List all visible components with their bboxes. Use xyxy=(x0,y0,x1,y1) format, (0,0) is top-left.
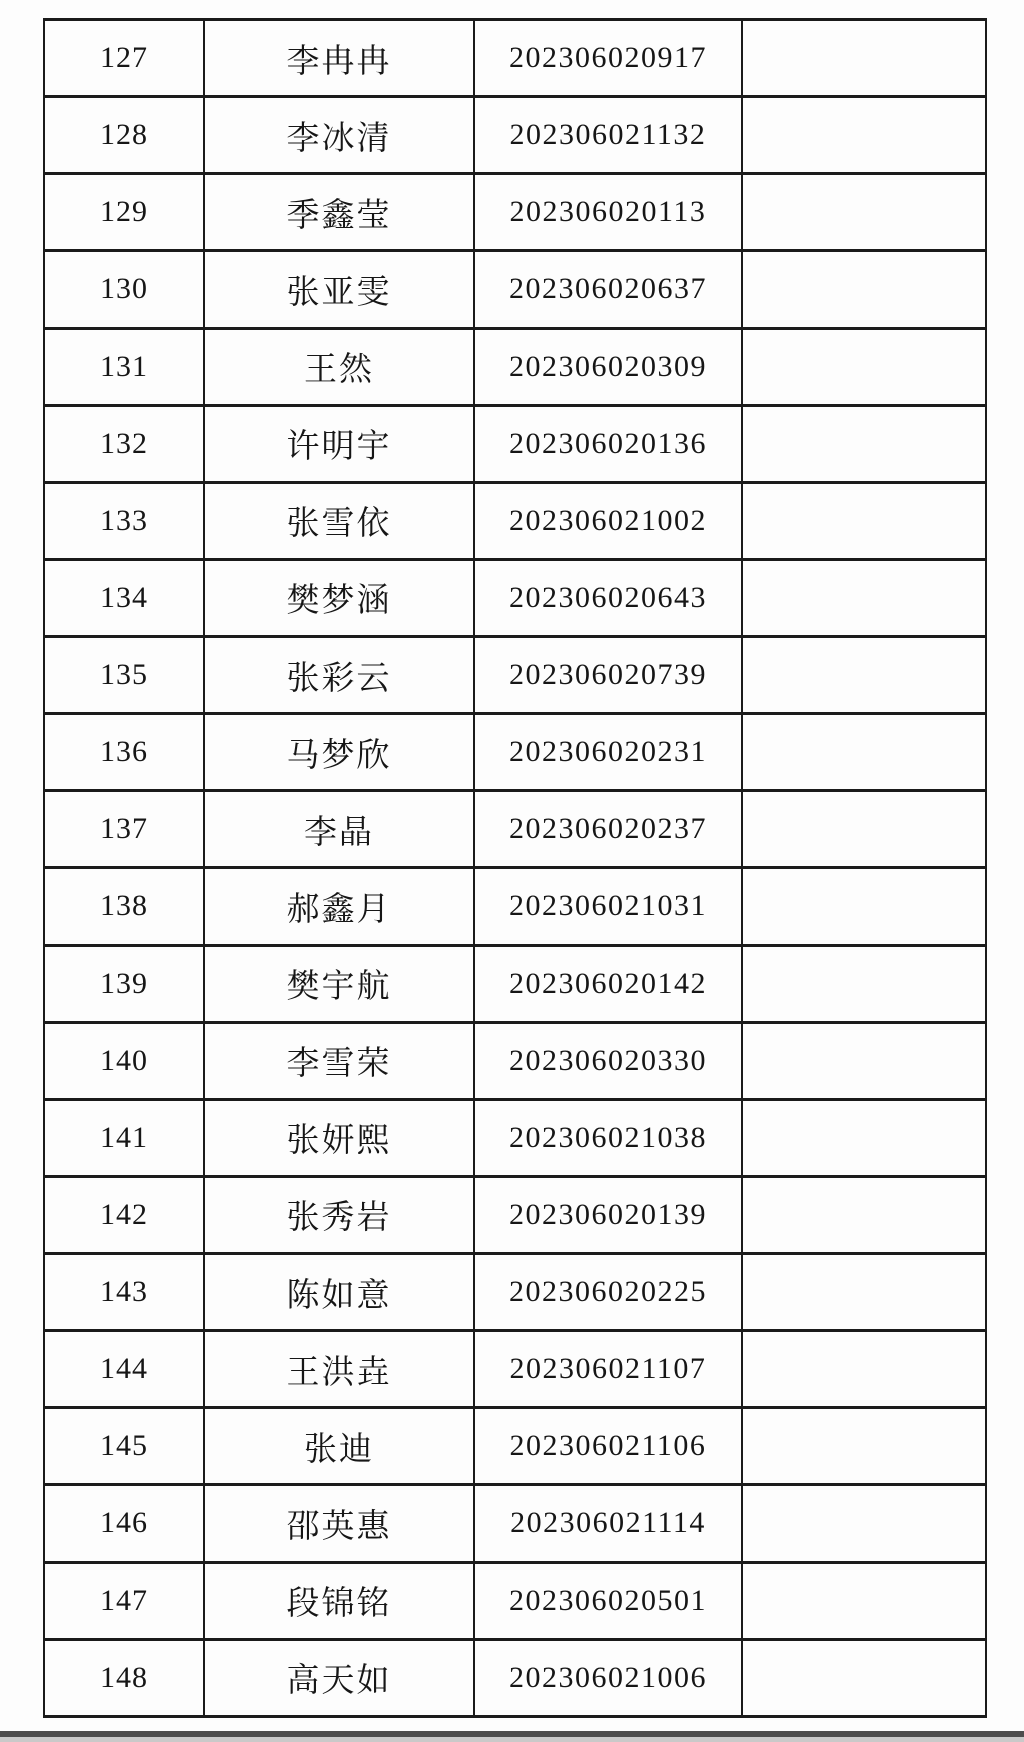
student-id-cell: 202306020142 xyxy=(474,945,742,1022)
empty-cell xyxy=(742,1562,986,1639)
student-id-cell: 202306020237 xyxy=(474,791,742,868)
student-name-cell: 李晶 xyxy=(204,791,474,868)
student-name-cell: 郝鑫月 xyxy=(204,868,474,945)
empty-cell xyxy=(742,1408,986,1485)
student-name-cell: 李雪荣 xyxy=(204,1022,474,1099)
empty-cell xyxy=(742,328,986,405)
student-name-cell: 张彩云 xyxy=(204,637,474,714)
empty-cell xyxy=(742,20,986,97)
empty-cell xyxy=(742,791,986,868)
student-name-cell: 王然 xyxy=(204,328,474,405)
student-id-cell: 202306020637 xyxy=(474,251,742,328)
row-index-cell: 127 xyxy=(44,20,204,97)
table-row xyxy=(44,174,986,251)
table-row xyxy=(44,97,986,174)
student-name-cell: 邵英惠 xyxy=(204,1485,474,1562)
table-row xyxy=(44,791,986,868)
empty-cell xyxy=(742,868,986,945)
table-row xyxy=(44,482,986,559)
student-name-cell: 王洪垚 xyxy=(204,1331,474,1408)
row-index-cell: 136 xyxy=(44,714,204,791)
empty-cell xyxy=(742,1099,986,1176)
table-row xyxy=(44,637,986,714)
student-id-cell: 202306021038 xyxy=(474,1099,742,1176)
row-index-cell: 134 xyxy=(44,559,204,636)
table-row xyxy=(44,1408,986,1485)
student-name-cell: 樊宇航 xyxy=(204,945,474,1022)
table-row xyxy=(44,1176,986,1253)
student-id-cell: 202306021031 xyxy=(474,868,742,945)
table-row xyxy=(44,1562,986,1639)
table-row xyxy=(44,868,986,945)
student-id-cell: 202306020330 xyxy=(474,1022,742,1099)
empty-cell xyxy=(742,1639,986,1716)
empty-cell xyxy=(742,1254,986,1331)
student-id-cell: 202306020136 xyxy=(474,405,742,482)
table-row xyxy=(44,1254,986,1331)
student-name-cell: 张妍熙 xyxy=(204,1099,474,1176)
row-index-cell: 131 xyxy=(44,328,204,405)
empty-cell xyxy=(742,174,986,251)
row-index-cell: 141 xyxy=(44,1099,204,1176)
table-row xyxy=(44,20,986,97)
empty-cell xyxy=(742,482,986,559)
student-id-cell: 202306020739 xyxy=(474,637,742,714)
student-id-cell: 202306021107 xyxy=(474,1331,742,1408)
student-id-cell: 202306020917 xyxy=(474,20,742,97)
student-id-cell: 202306021006 xyxy=(474,1639,742,1716)
row-index-cell: 133 xyxy=(44,482,204,559)
student-id-cell: 202306020643 xyxy=(474,559,742,636)
row-index-cell: 138 xyxy=(44,868,204,945)
student-id-cell: 202306020139 xyxy=(474,1176,742,1253)
table-row xyxy=(44,1099,986,1176)
student-id-cell: 202306020113 xyxy=(474,174,742,251)
empty-cell xyxy=(742,945,986,1022)
row-index-cell: 146 xyxy=(44,1485,204,1562)
student-name-cell: 季鑫莹 xyxy=(204,174,474,251)
row-index-cell: 144 xyxy=(44,1331,204,1408)
student-name-cell: 张亚雯 xyxy=(204,251,474,328)
empty-cell xyxy=(742,1176,986,1253)
student-name-cell: 马梦欣 xyxy=(204,714,474,791)
student-id-cell: 202306021002 xyxy=(474,482,742,559)
empty-cell xyxy=(742,1485,986,1562)
table-row xyxy=(44,251,986,328)
table-row xyxy=(44,559,986,636)
row-index-cell: 140 xyxy=(44,1022,204,1099)
student-name-cell: 李冰清 xyxy=(204,97,474,174)
table-row xyxy=(44,405,986,482)
row-index-cell: 137 xyxy=(44,791,204,868)
table-row xyxy=(44,1485,986,1562)
row-index-cell: 128 xyxy=(44,97,204,174)
student-id-cell: 202306020501 xyxy=(474,1562,742,1639)
row-index-cell: 148 xyxy=(44,1639,204,1716)
student-name-cell: 许明宇 xyxy=(204,405,474,482)
student-id-cell: 202306020309 xyxy=(474,328,742,405)
student-name-cell: 樊梦涵 xyxy=(204,559,474,636)
empty-cell xyxy=(742,1331,986,1408)
table-row xyxy=(44,328,986,405)
table-row xyxy=(44,1022,986,1099)
roster-table-body xyxy=(44,20,986,1717)
row-index-cell: 143 xyxy=(44,1254,204,1331)
row-index-cell: 132 xyxy=(44,405,204,482)
table-row xyxy=(44,1331,986,1408)
student-name-cell: 陈如意 xyxy=(204,1254,474,1331)
page-edge-strip xyxy=(0,1737,1024,1742)
table-row xyxy=(44,945,986,1022)
student-name-cell: 张秀岩 xyxy=(204,1176,474,1253)
row-index-cell: 129 xyxy=(44,174,204,251)
table-row xyxy=(44,1639,986,1716)
empty-cell xyxy=(742,97,986,174)
student-name-cell: 段锦铭 xyxy=(204,1562,474,1639)
student-id-cell: 202306020231 xyxy=(474,714,742,791)
student-id-cell: 202306021114 xyxy=(474,1485,742,1562)
student-id-cell: 202306020225 xyxy=(474,1254,742,1331)
empty-cell xyxy=(742,251,986,328)
student-name-cell: 张迪 xyxy=(204,1408,474,1485)
empty-cell xyxy=(742,405,986,482)
row-index-cell: 145 xyxy=(44,1408,204,1485)
row-index-cell: 130 xyxy=(44,251,204,328)
row-index-cell: 147 xyxy=(44,1562,204,1639)
row-index-cell: 135 xyxy=(44,637,204,714)
student-id-cell: 202306021106 xyxy=(474,1408,742,1485)
student-id-cell: 202306021132 xyxy=(474,97,742,174)
student-name-cell: 张雪依 xyxy=(204,482,474,559)
roster-table xyxy=(43,18,987,1718)
row-index-cell: 142 xyxy=(44,1176,204,1253)
row-index-cell: 139 xyxy=(44,945,204,1022)
empty-cell xyxy=(742,559,986,636)
empty-cell xyxy=(742,714,986,791)
student-name-cell: 高天如 xyxy=(204,1639,474,1716)
empty-cell xyxy=(742,1022,986,1099)
empty-cell xyxy=(742,637,986,714)
table-row xyxy=(44,714,986,791)
student-name-cell: 李冉冉 xyxy=(204,20,474,97)
